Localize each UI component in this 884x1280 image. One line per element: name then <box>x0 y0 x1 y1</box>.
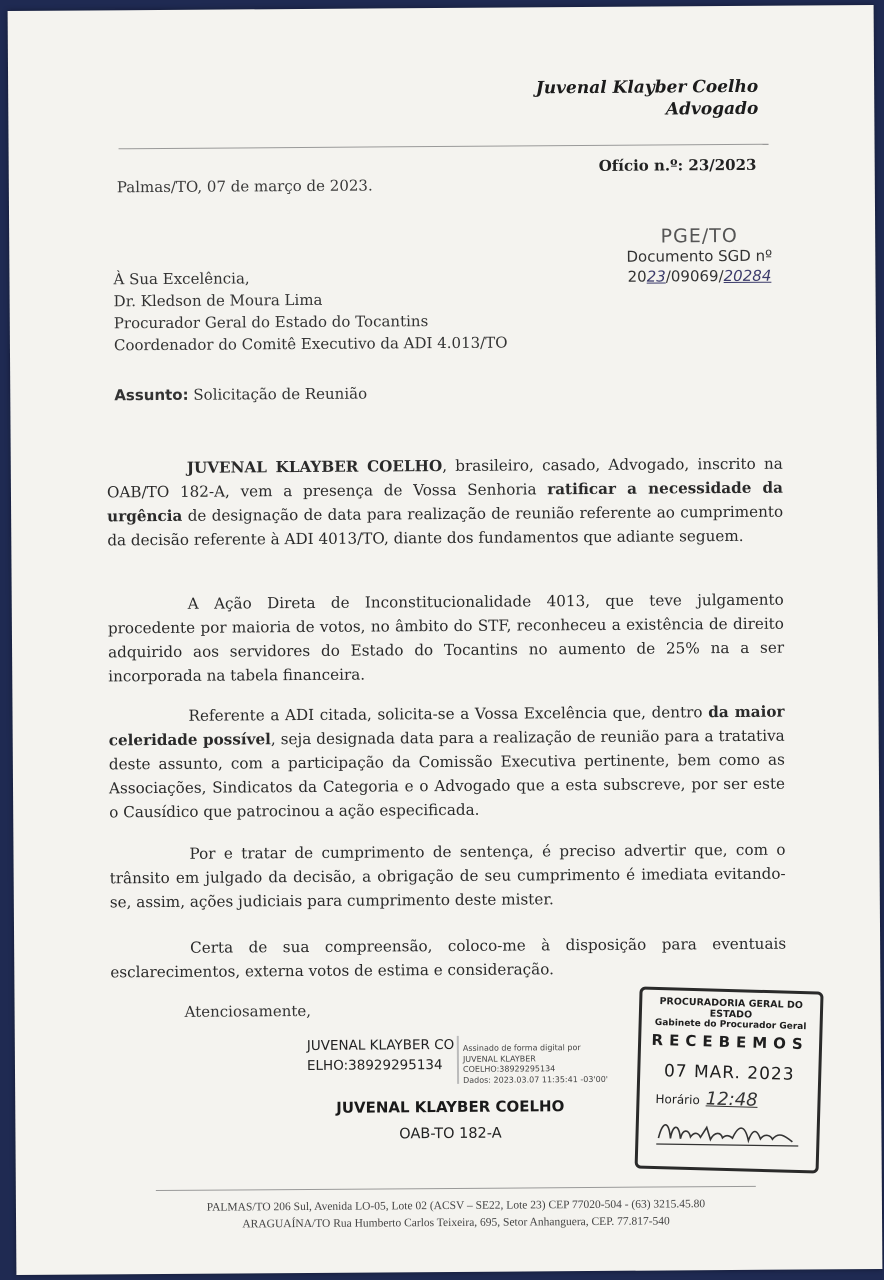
received-stamp <box>635 986 824 1173</box>
received-stamp-sub: Gabinete do Procurador Geral <box>654 1017 807 1033</box>
pge-protocol-stamp <box>609 226 789 287</box>
received-stamp-hour: Horário 12:48 <box>655 1088 758 1111</box>
signer-oab: OAB-TO 182-A <box>399 1125 502 1143</box>
digital-signature-name: JUVENAL KLAYBER COELHO:38929295134 <box>306 1036 455 1074</box>
handwritten-signature-icon <box>652 1114 803 1152</box>
recipient-name: Dr. Kledson de Moura Lima <box>113 290 323 311</box>
received-stamp-date: 07 MAR. 2023 <box>663 1061 795 1085</box>
pge-stamp-org: PGE/TO <box>660 224 738 248</box>
letterhead-title: Advogado <box>665 98 759 120</box>
subject-label: Assunto: <box>114 385 189 405</box>
signer-name: JUVENAL KLAYBER COELHO <box>336 1097 565 1117</box>
paragraph-2: A Ação Direta de Inconstitucionalidade 4013, que teve julgamento procedente por maioria de votos, no âmbito do STF, reconheceu a existência de direito adquirido aos servidores do Estado do Tocantins no aumento de 25% na a ser incorporada na tabela financeira. <box>107 590 785 686</box>
letterhead <box>478 76 758 122</box>
footer-address-palmas: PALMAS/TO 206 Sul, Avenida LO-05, Lote 02 (ACSV – SE22, Lote 23) CEP 77020-504 - (63) 3215.45.80 <box>206 1198 706 1214</box>
oficio-number: Ofício n.º: 23/2023 <box>598 155 757 175</box>
header-divider <box>119 144 769 150</box>
recipient-committee: Coordenador do Comitê Executivo da ADI 4.013/TO <box>113 333 508 355</box>
digital-signature-divider <box>457 1036 459 1084</box>
footer-address-araguaina: ARAGUAÍNA/TO Rua Humberto Carlos Teixeira, 695, Setor Anhanguera, CEP. 77.817-540 <box>242 1215 670 1231</box>
paragraph-4: Por e tratar de cumprimento de sentença, é preciso advertir que, com o trânsito em julgado da decisão, a obrigação de seu cumprimento é imediata evitando-se, assim, ações judiciais para cumprimento deste mister. <box>109 840 786 912</box>
client-name: JUVENAL KLAYBER COELHO <box>186 457 443 477</box>
paragraph-3: Referente a ADI citada, solicita-se a Vossa Excelência que, dentro da maior celeridade possível, seja designada data para a realização de reunião para a tratativa deste assunto, com a participação da Comissão Executiva pertinente, bem como as Associações, Sindicatos da Categoria e o Advogado que a esta subscreve, por ser este o Causídico que patrocinou a ação especificada. <box>108 702 786 822</box>
recipient-salutation: À Sua Excelência, <box>113 269 250 289</box>
recipient-role: Procurador Geral do Estado do Tocantins <box>113 312 429 333</box>
received-stamp-org: PROCURADORIA GERAL DO ESTADO <box>659 996 804 1021</box>
received-stamp-label: RECEBEMOS <box>651 1030 809 1054</box>
recipient-block <box>113 266 507 357</box>
letter-page <box>8 5 883 1275</box>
subject-text: Solicitação de Reunião <box>193 384 368 404</box>
paragraph-1: JUVENAL KLAYBER COELHO, brasileiro, casado, Advogado, inscrito na OAB/TO 182-A, vem a presença de Vossa Senhoria ratificar a necessidade da urgência de designação de data para realização de reunião referente ao cumprimento da decisão referente à ADI 4013/TO, diante dos fundamentos que adiante seguem. <box>106 454 784 550</box>
letterhead-name: Juvenal Klayber Coelho <box>535 76 759 99</box>
subject-line <box>114 385 367 405</box>
footer-divider <box>156 1186 756 1191</box>
pge-stamp-label: Documento SGD nº <box>626 246 773 266</box>
closing: Atenciosamente, <box>184 1001 312 1021</box>
paragraph-5: Certa de sua compreensão, coloco-me à disposição para eventuais esclarecimentos, externa votos de estima e consideração. <box>110 934 787 982</box>
pge-stamp-number: 2023/09069/20284 <box>627 266 772 286</box>
city-date: Palmas/TO, 07 de março de 2023. <box>116 176 373 197</box>
digital-signature-info: Assinado de forma digital por JUVENAL KLAYBER COELHO:38929295134 Dados: 2023.03.07 11:35:41 -03'00' <box>462 1043 609 1085</box>
footer-addresses <box>116 1196 796 1235</box>
